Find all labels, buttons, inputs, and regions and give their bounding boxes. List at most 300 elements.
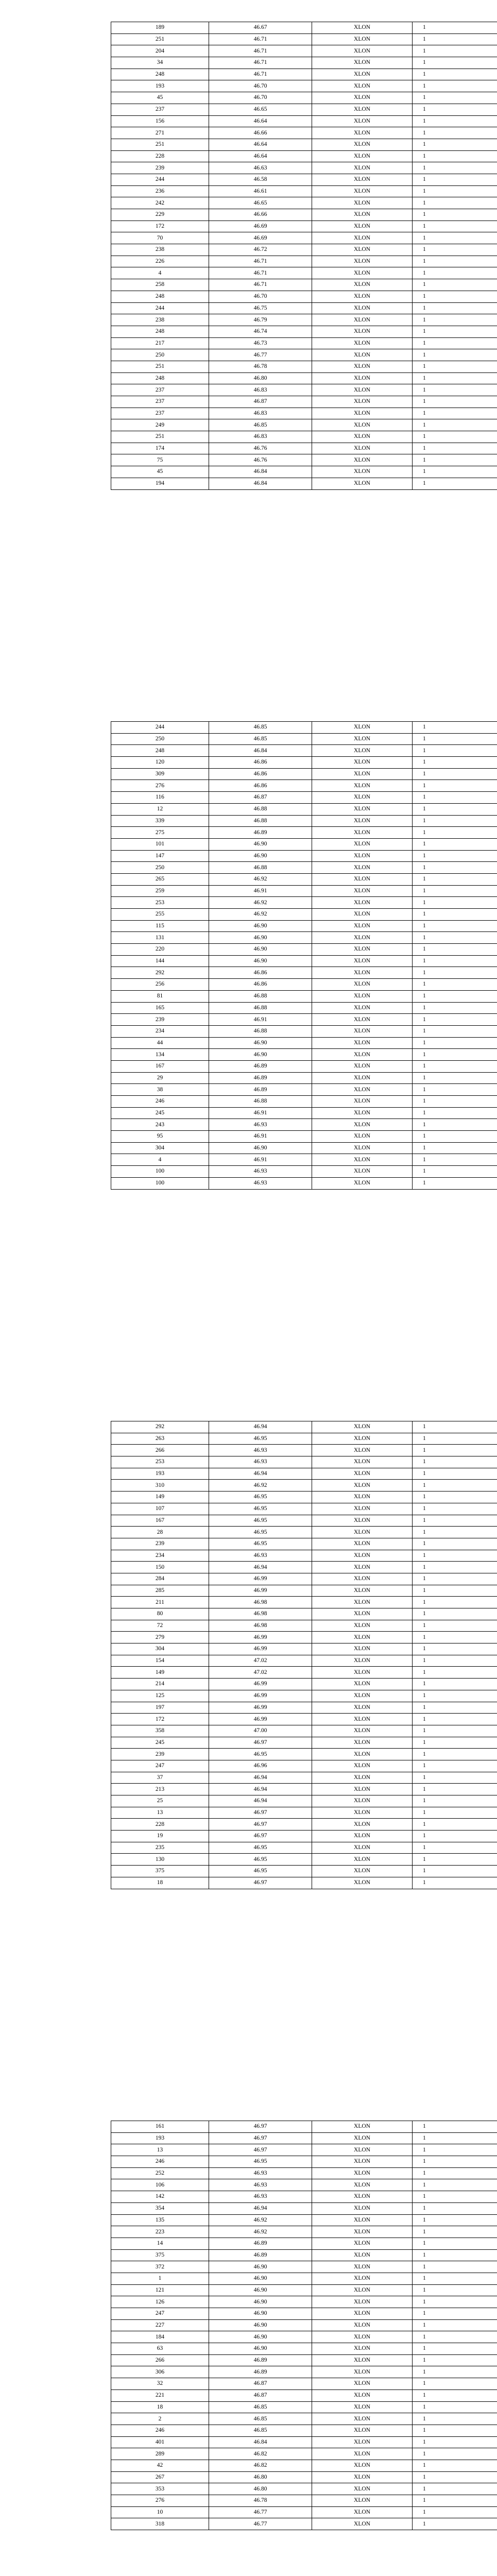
shares-cell: 239: [111, 1749, 209, 1760]
venue-cell: XLON: [312, 209, 413, 221]
shares-cell: 19: [111, 1831, 209, 1842]
price-cell: 46.90: [209, 1049, 312, 1061]
price-cell: 46.92: [209, 897, 312, 909]
table-row: [111, 1002, 497, 1014]
extra-cell: 1: [413, 291, 497, 302]
shares-cell: 223: [111, 2226, 209, 2238]
price-cell: 46.95: [209, 1515, 312, 1527]
table-row: [111, 745, 497, 757]
extra-cell: 1: [413, 1014, 497, 1026]
venue-cell: XLON: [312, 1643, 413, 1655]
table-row: [111, 162, 497, 174]
shares-cell: 239: [111, 1538, 209, 1550]
table-row: [111, 361, 497, 372]
venue-cell: XLON: [312, 115, 413, 127]
price-cell: 46.61: [209, 185, 312, 197]
venue-cell: XLON: [312, 45, 413, 57]
venue-cell: XLON: [312, 2448, 413, 2460]
venue-cell: XLON: [312, 2354, 413, 2366]
shares-cell: 125: [111, 1690, 209, 1702]
shares-cell: 248: [111, 69, 209, 80]
venue-cell: XLON: [312, 1131, 413, 1143]
shares-cell: 134: [111, 1049, 209, 1061]
table-row: [111, 1831, 497, 1842]
venue-cell: XLON: [312, 372, 413, 384]
extra-cell: 1: [413, 2331, 497, 2343]
price-cell: 46.94: [209, 1795, 312, 1807]
table-row: [111, 827, 497, 839]
shares-cell: 256: [111, 979, 209, 991]
shares-cell: 249: [111, 419, 209, 431]
venue-cell: XLON: [312, 174, 413, 185]
extra-cell: 1: [413, 2284, 497, 2296]
shares-cell: 248: [111, 326, 209, 337]
price-cell: 46.76: [209, 454, 312, 466]
venue-cell: XLON: [312, 2413, 413, 2425]
price-cell: 46.89: [209, 1084, 312, 1096]
venue-cell: XLON: [312, 2343, 413, 2355]
shares-cell: 372: [111, 2261, 209, 2273]
table-row: [111, 2249, 497, 2261]
shares-cell: 70: [111, 232, 209, 244]
table-row: [111, 932, 497, 944]
venue-cell: XLON: [312, 2460, 413, 2471]
venue-cell: XLON: [312, 873, 413, 885]
extra-cell: 1: [413, 803, 497, 815]
table-row: [111, 1690, 497, 1702]
shares-cell: 189: [111, 22, 209, 34]
extra-cell: 1: [413, 955, 497, 967]
shares-cell: 310: [111, 1480, 209, 1492]
shares-cell: 121: [111, 2284, 209, 2296]
extra-cell: 1: [413, 2273, 497, 2284]
table-row: [111, 221, 497, 232]
table-row: [111, 2226, 497, 2238]
venue-cell: XLON: [312, 862, 413, 874]
price-cell: 46.75: [209, 302, 312, 314]
table-row: [111, 1131, 497, 1143]
venue-cell: XLON: [312, 1538, 413, 1550]
extra-cell: 1: [413, 967, 497, 979]
price-cell: 46.93: [209, 1456, 312, 1468]
extra-cell: 1: [413, 2249, 497, 2261]
shares-cell: 13: [111, 2144, 209, 2156]
price-cell: 46.90: [209, 2343, 312, 2355]
venue-cell: XLON: [312, 722, 413, 734]
extra-cell: 1: [413, 1107, 497, 1119]
price-cell: 46.86: [209, 967, 312, 979]
extra-cell: 1: [413, 1433, 497, 1445]
venue-cell: XLON: [312, 792, 413, 804]
extra-cell: 1: [413, 768, 497, 780]
price-cell: 46.95: [209, 1842, 312, 1854]
shares-cell: 252: [111, 2167, 209, 2179]
shares-cell: 251: [111, 139, 209, 150]
extra-cell: 1: [413, 1597, 497, 1608]
extra-cell: 1: [413, 244, 497, 256]
table-row: [111, 349, 497, 361]
extra-cell: 1: [413, 2448, 497, 2460]
table-row: [111, 1714, 497, 1725]
table-row: [111, 2179, 497, 2191]
table-row: [111, 57, 497, 69]
extra-cell: 1: [413, 115, 497, 127]
table-row: [111, 1749, 497, 1760]
table-row: [111, 478, 497, 489]
shares-cell: 25: [111, 1795, 209, 1807]
price-cell: 46.95: [209, 1538, 312, 1550]
venue-cell: XLON: [312, 1166, 413, 1178]
shares-cell: 172: [111, 221, 209, 232]
table-row: [111, 45, 497, 57]
venue-cell: XLON: [312, 80, 413, 92]
price-cell: 46.90: [209, 2284, 312, 2296]
extra-cell: 1: [413, 850, 497, 862]
shares-cell: 248: [111, 291, 209, 302]
shares-cell: 244: [111, 722, 209, 734]
price-cell: 46.79: [209, 314, 312, 326]
shares-cell: 236: [111, 185, 209, 197]
price-cell: 46.83: [209, 408, 312, 419]
venue-cell: XLON: [312, 302, 413, 314]
venue-cell: XLON: [312, 967, 413, 979]
trades-table-page-3: [111, 1421, 497, 1889]
shares-cell: 304: [111, 1142, 209, 1154]
venue-cell: XLON: [312, 1154, 413, 1166]
extra-cell: 1: [413, 2378, 497, 2390]
extra-cell: 1: [413, 361, 497, 372]
venue-cell: XLON: [312, 2389, 413, 2401]
shares-cell: 276: [111, 2495, 209, 2507]
extra-cell: 1: [413, 885, 497, 897]
venue-cell: XLON: [312, 162, 413, 174]
table-row: [111, 862, 497, 874]
extra-cell: 1: [413, 897, 497, 909]
shares-cell: 106: [111, 2179, 209, 2191]
price-cell: 46.88: [209, 1002, 312, 1014]
shares-cell: 250: [111, 862, 209, 874]
extra-cell: 1: [413, 1131, 497, 1143]
price-cell: 46.86: [209, 979, 312, 991]
venue-cell: XLON: [312, 2132, 413, 2144]
extra-cell: 1: [413, 1760, 497, 1772]
table-row: [111, 1702, 497, 1714]
extra-cell: 1: [413, 139, 497, 150]
venue-cell: XLON: [312, 1527, 413, 1538]
shares-cell: 292: [111, 1421, 209, 1433]
extra-cell: 1: [413, 1154, 497, 1166]
price-cell: 46.63: [209, 162, 312, 174]
extra-cell: 1: [413, 815, 497, 827]
venue-cell: XLON: [312, 850, 413, 862]
price-cell: 46.90: [209, 920, 312, 932]
venue-cell: XLON: [312, 1445, 413, 1456]
table-row: [111, 2144, 497, 2156]
shares-cell: 255: [111, 909, 209, 921]
venue-cell: XLON: [312, 2167, 413, 2179]
extra-cell: 1: [413, 1749, 497, 1760]
extra-cell: 1: [413, 2389, 497, 2401]
shares-cell: 42: [111, 2460, 209, 2471]
venue-cell: XLON: [312, 2331, 413, 2343]
price-cell: 46.69: [209, 232, 312, 244]
shares-cell: 100: [111, 1166, 209, 1178]
price-cell: 46.93: [209, 1119, 312, 1131]
table-row: [111, 1679, 497, 1690]
shares-cell: 306: [111, 2366, 209, 2378]
venue-cell: XLON: [312, 443, 413, 454]
price-cell: 46.99: [209, 1573, 312, 1585]
venue-cell: XLON: [312, 2506, 413, 2518]
extra-cell: 1: [413, 2226, 497, 2238]
shares-cell: 174: [111, 443, 209, 454]
table-row: [111, 2378, 497, 2390]
price-cell: 46.85: [209, 733, 312, 745]
venue-cell: XLON: [312, 1597, 413, 1608]
price-cell: 46.88: [209, 990, 312, 1002]
extra-cell: 1: [413, 267, 497, 279]
price-cell: 46.94: [209, 1772, 312, 1784]
venue-cell: XLON: [312, 1877, 413, 1889]
price-cell: 46.91: [209, 1014, 312, 1026]
price-cell: 46.89: [209, 2354, 312, 2366]
venue-cell: XLON: [312, 733, 413, 745]
shares-cell: 149: [111, 1492, 209, 1503]
shares-cell: 18: [111, 1877, 209, 1889]
table-row: [111, 1503, 497, 1515]
table-row: [111, 1737, 497, 1749]
extra-cell: 1: [413, 1866, 497, 1877]
table-row: [111, 2238, 497, 2249]
venue-cell: XLON: [312, 104, 413, 115]
price-cell: 46.88: [209, 1096, 312, 1108]
price-cell: 46.95: [209, 2156, 312, 2168]
table-row: [111, 1597, 497, 1608]
venue-cell: XLON: [312, 326, 413, 337]
shares-cell: 167: [111, 1515, 209, 1527]
shares-cell: 38: [111, 1084, 209, 1096]
extra-cell: 1: [413, 1877, 497, 1889]
extra-cell: 1: [413, 827, 497, 839]
extra-cell: 1: [413, 2483, 497, 2495]
table-row: [111, 1854, 497, 1866]
price-cell: 46.93: [209, 1177, 312, 1189]
price-cell: 46.87: [209, 2378, 312, 2390]
price-cell: 46.94: [209, 1784, 312, 1795]
price-cell: 46.94: [209, 1421, 312, 1433]
trades-table: [111, 22, 497, 490]
price-cell: 46.72: [209, 244, 312, 256]
extra-cell: 1: [413, 780, 497, 792]
extra-cell: 1: [413, 209, 497, 221]
price-cell: 46.71: [209, 69, 312, 80]
price-cell: 46.82: [209, 2460, 312, 2471]
table-row: [111, 1060, 497, 1072]
shares-cell: 135: [111, 2214, 209, 2226]
extra-cell: 1: [413, 232, 497, 244]
extra-cell: 1: [413, 2238, 497, 2249]
price-cell: 46.88: [209, 862, 312, 874]
table-row: [111, 967, 497, 979]
extra-cell: 1: [413, 1819, 497, 1831]
shares-cell: 156: [111, 115, 209, 127]
extra-cell: 1: [413, 57, 497, 69]
venue-cell: XLON: [312, 337, 413, 349]
price-cell: 46.77: [209, 349, 312, 361]
extra-cell: 1: [413, 1515, 497, 1527]
venue-cell: XLON: [312, 955, 413, 967]
price-cell: 46.82: [209, 2448, 312, 2460]
extra-cell: 1: [413, 2425, 497, 2436]
venue-cell: XLON: [312, 1119, 413, 1131]
table-row: [111, 1025, 497, 1037]
table-row: [111, 302, 497, 314]
price-cell: 46.93: [209, 2167, 312, 2179]
venue-cell: XLON: [312, 1831, 413, 1842]
table-row: [111, 443, 497, 454]
venue-cell: XLON: [312, 57, 413, 69]
shares-cell: 284: [111, 1573, 209, 1585]
extra-cell: 1: [413, 1072, 497, 1084]
table-row: [111, 2448, 497, 2460]
shares-cell: 245: [111, 1107, 209, 1119]
price-cell: 47.02: [209, 1655, 312, 1667]
extra-cell: 1: [413, 2296, 497, 2308]
venue-cell: XLON: [312, 1585, 413, 1597]
table-row: [111, 396, 497, 408]
venue-cell: XLON: [312, 1515, 413, 1527]
table-row: [111, 1550, 497, 1562]
extra-cell: 1: [413, 2495, 497, 2507]
price-cell: 46.95: [209, 1433, 312, 1445]
extra-cell: 1: [413, 990, 497, 1002]
price-cell: 46.93: [209, 1166, 312, 1178]
table-row: [111, 314, 497, 326]
shares-cell: 248: [111, 372, 209, 384]
venue-cell: XLON: [312, 22, 413, 34]
table-row: [111, 1795, 497, 1807]
venue-cell: XLON: [312, 2179, 413, 2191]
price-cell: 46.99: [209, 1643, 312, 1655]
venue-cell: XLON: [312, 1679, 413, 1690]
shares-cell: 211: [111, 1597, 209, 1608]
trades-table-page-2: [111, 721, 497, 1190]
extra-cell: 1: [413, 408, 497, 419]
table-row: [111, 1049, 497, 1061]
venue-cell: XLON: [312, 979, 413, 991]
price-cell: 46.66: [209, 209, 312, 221]
table-row: [111, 1072, 497, 1084]
extra-cell: 1: [413, 1831, 497, 1842]
price-cell: 46.94: [209, 2202, 312, 2214]
venue-cell: XLON: [312, 920, 413, 932]
extra-cell: 1: [413, 2261, 497, 2273]
shares-cell: 267: [111, 2471, 209, 2483]
shares-cell: 243: [111, 1119, 209, 1131]
price-cell: 46.97: [209, 1877, 312, 1889]
table-row: [111, 33, 497, 45]
table-row: [111, 1433, 497, 1445]
price-cell: 46.87: [209, 396, 312, 408]
shares-cell: 116: [111, 792, 209, 804]
shares-cell: 220: [111, 944, 209, 956]
venue-cell: XLON: [312, 2156, 413, 2168]
venue-cell: XLON: [312, 1084, 413, 1096]
price-cell: 46.97: [209, 1819, 312, 1831]
table-row: [111, 1515, 497, 1527]
extra-cell: 1: [413, 838, 497, 850]
price-cell: 46.78: [209, 2495, 312, 2507]
table-row: [111, 1760, 497, 1772]
price-cell: 46.70: [209, 92, 312, 104]
table-row: [111, 1084, 497, 1096]
shares-cell: 237: [111, 104, 209, 115]
price-cell: 46.84: [209, 2436, 312, 2448]
price-cell: 46.99: [209, 1585, 312, 1597]
venue-cell: XLON: [312, 944, 413, 956]
venue-cell: XLON: [312, 780, 413, 792]
venue-cell: XLON: [312, 2202, 413, 2214]
extra-cell: 1: [413, 2319, 497, 2331]
table-row: [111, 466, 497, 478]
venue-cell: XLON: [312, 1492, 413, 1503]
extra-cell: 1: [413, 2518, 497, 2530]
price-cell: 46.64: [209, 115, 312, 127]
extra-cell: 1: [413, 185, 497, 197]
shares-cell: 167: [111, 1060, 209, 1072]
shares-cell: 289: [111, 2448, 209, 2460]
price-cell: 46.99: [209, 1690, 312, 1702]
extra-cell: 1: [413, 1643, 497, 1655]
venue-cell: XLON: [312, 1667, 413, 1679]
trades-table: [111, 721, 497, 1190]
table-row: [111, 1725, 497, 1737]
venue-cell: XLON: [312, 1037, 413, 1049]
venue-cell: XLON: [312, 419, 413, 431]
extra-cell: 1: [413, 45, 497, 57]
venue-cell: XLON: [312, 1049, 413, 1061]
extra-cell: 1: [413, 1480, 497, 1492]
shares-cell: 244: [111, 302, 209, 314]
table-row: [111, 792, 497, 804]
venue-cell: XLON: [312, 314, 413, 326]
shares-cell: 37: [111, 1772, 209, 1784]
shares-cell: 339: [111, 815, 209, 827]
price-cell: 46.94: [209, 1562, 312, 1573]
extra-cell: 1: [413, 1725, 497, 1737]
table-row: [111, 1562, 497, 1573]
extra-cell: 1: [413, 2460, 497, 2471]
table-row: [111, 885, 497, 897]
shares-cell: 228: [111, 150, 209, 162]
price-cell: 46.99: [209, 1679, 312, 1690]
table-row: [111, 1480, 497, 1492]
table-row: [111, 780, 497, 792]
shares-cell: 194: [111, 478, 209, 489]
table-row: [111, 291, 497, 302]
shares-cell: 32: [111, 2378, 209, 2390]
extra-cell: 1: [413, 757, 497, 769]
table-row: [111, 1177, 497, 1189]
extra-cell: 1: [413, 2156, 497, 2168]
price-cell: 46.91: [209, 1154, 312, 1166]
extra-cell: 1: [413, 1562, 497, 1573]
price-cell: 46.99: [209, 1632, 312, 1643]
shares-cell: 246: [111, 2156, 209, 2168]
extra-cell: 1: [413, 1585, 497, 1597]
table-row: [111, 2319, 497, 2331]
price-cell: 46.95: [209, 1749, 312, 1760]
